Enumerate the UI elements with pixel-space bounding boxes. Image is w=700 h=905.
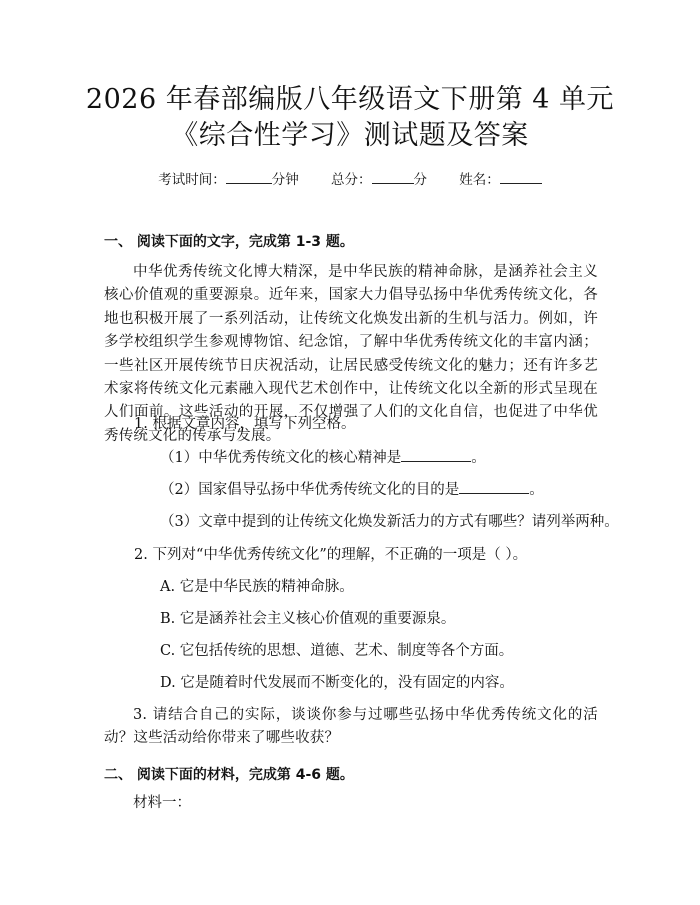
exam-time-label: 考试时间： xyxy=(158,172,226,188)
page-title-line2: 《综合性学习》测试题及答案 xyxy=(171,120,529,151)
question2-option-b: B. 它是涵养社会主义核心价值观的重要源泉。 xyxy=(160,611,456,627)
question3-text: 3. 请结合自己的实际，谈谈你参与过哪些弘扬中华优秀传统文化的活动？这些活动给你带来了哪些收获？ xyxy=(104,707,598,747)
exam-info-row xyxy=(0,168,700,188)
exam-time-field xyxy=(158,172,299,188)
student-name-blank xyxy=(500,171,542,184)
total-score-field xyxy=(331,172,427,188)
question1-sub1-blank xyxy=(401,449,471,462)
material1-label: 材料一： xyxy=(133,795,191,811)
exam-time-blank xyxy=(226,171,272,184)
question2-stem: 2. 下列对“中华优秀传统文化”的理解，不正确的一项是（ ）。 xyxy=(134,547,528,563)
exam-time-unit: 分钟 xyxy=(271,172,299,188)
question1-sub1-end: 。 xyxy=(471,450,486,466)
question1-sub2 xyxy=(160,480,544,500)
total-score-label: 总分： xyxy=(331,172,372,188)
section1-heading: 一、 阅读下面的文字，完成第 1-3 题。 xyxy=(104,234,354,250)
question1-sub2-text: （2）国家倡导弘扬中华优秀传统文化的目的是 xyxy=(160,482,460,498)
question2-option-c: C. 它包括传统的思想、道德、艺术、制度等各个方面。 xyxy=(160,643,514,659)
question2-option-a: A. 它是中华民族的精神命脉。 xyxy=(160,579,354,595)
question1-sub2-blank xyxy=(459,481,529,494)
student-name-field xyxy=(459,172,542,188)
question1-sub2-end: 。 xyxy=(529,482,544,498)
section1-passage: 中华优秀传统文化博大精深，是中华民族的精神命脉，是涵养社会主义核心价值观的重要源泉。近年来，国家大力倡导弘扬中华优秀传统文化，各地也积极开展了一系列活动，让传统文化焕发出新的生机与活力。例如，许多学校组织学生参观博物馆、纪念馆，了解中华优秀传统文化的丰富内涵；一些社区开展传统节日庆祝活动，让居民感受传统文化的魅力；还有许多艺术家将传统文化元素融入现代艺术创作中，让传统文化以全新的形式呈现在人们面前。这些活动的开展，不仅增强了人们的文化自信，也促进了中华优秀传统文化的传承与发展。 xyxy=(104,264,598,444)
question1-sub1 xyxy=(160,448,486,468)
section2-heading: 二、 阅读下面的材料，完成第 4-6 题。 xyxy=(104,767,354,783)
question1-sub3: （3）文章中提到的让传统文化焕发新活力的方式有哪些？请列举两种。 xyxy=(160,514,619,530)
question1-sub1-text: （1）中华优秀传统文化的核心精神是 xyxy=(160,450,402,466)
question2-option-d: D. 它是随着时代发展而不断变化的，没有固定的内容。 xyxy=(160,675,514,691)
student-name-label: 姓名： xyxy=(459,172,500,188)
total-score-blank xyxy=(372,171,414,184)
total-score-unit: 分 xyxy=(413,172,427,188)
page-title-line1: 2026 年春部编版八年级语文下册第 4 单元 xyxy=(85,84,615,115)
question1-stem: 1. 根据文章内容，填写下列空格。 xyxy=(134,416,356,432)
